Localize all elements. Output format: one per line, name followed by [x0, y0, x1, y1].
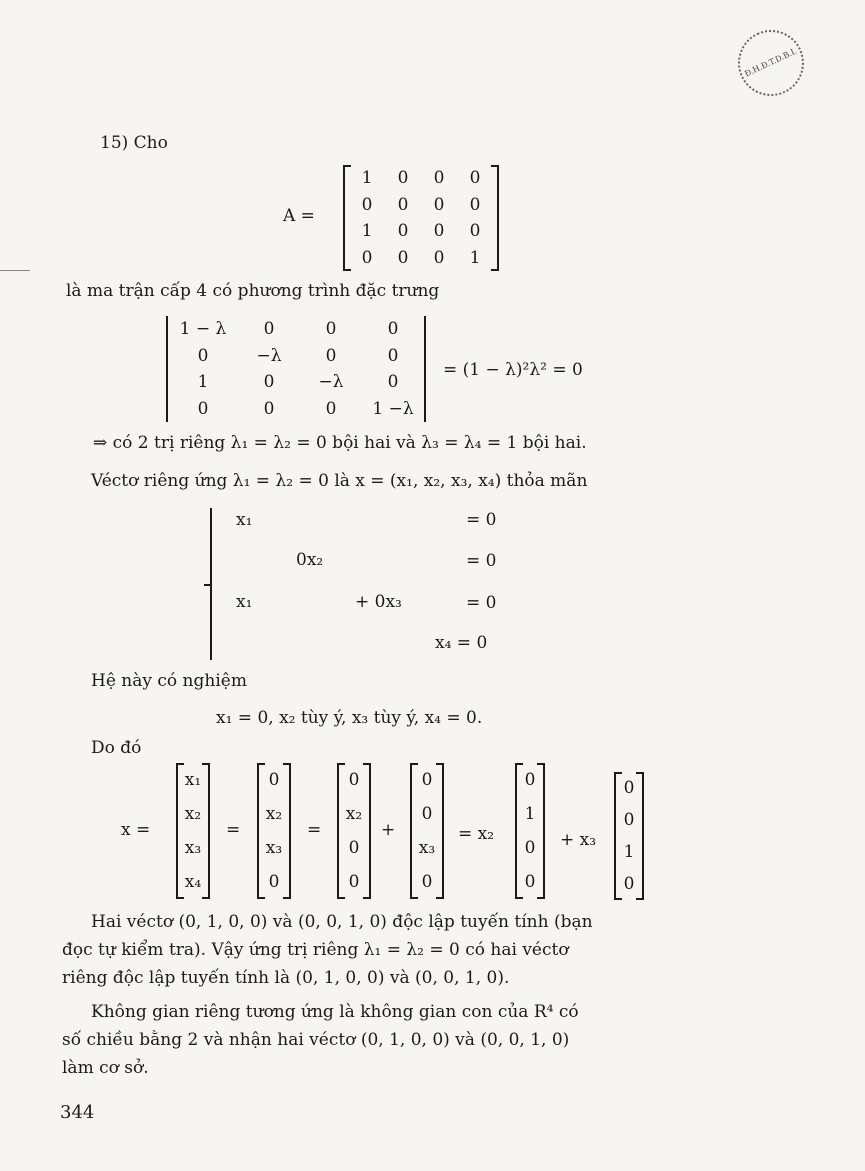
vector-e3-entry-2: 1 [623, 842, 635, 862]
matrix-a [343, 165, 499, 271]
page-number: 344 [60, 1102, 95, 1123]
vec-eq-1: = [226, 820, 241, 840]
vec-coef-x3: + x₃ [560, 830, 597, 850]
vector-v2 [257, 763, 291, 899]
vector-e2-entry-1: 1 [524, 804, 536, 824]
vector-v2-entry-1: x₂ [265, 804, 283, 824]
vector-e2-entry-2: 0 [524, 838, 536, 858]
vec-coef-x2: = x₂ [458, 824, 495, 844]
vector-v2-entry-3: 0 [268, 872, 280, 892]
vector-v3-entry-1: x₂ [345, 804, 363, 824]
vector-e3-entry-0: 0 [623, 778, 635, 798]
matrix-a-cell-3-3: 1 [469, 247, 481, 268]
vec-eq-2: = [307, 820, 322, 840]
vec-plus-1: + [381, 820, 396, 840]
char-det-cell-0-2: 0 [325, 319, 337, 340]
vector-v2-entry-0: 0 [268, 770, 280, 790]
matrix-a-cell-2-0: 1 [361, 221, 373, 242]
char-det-cell-2-1: 0 [263, 372, 275, 393]
vector-e2-entry-3: 0 [524, 872, 536, 892]
vector-v1-entry-3: x₄ [184, 872, 202, 892]
matrix-a-cell-2-3: 0 [469, 221, 481, 242]
sys-r2-eq: = 0 [466, 551, 497, 571]
para1-line1: Hai véctơ (0, 1, 0, 0) và (0, 0, 1, 0) độc lập tuyến tính (bạn [91, 912, 593, 932]
vector-v1-entry-2: x₃ [184, 838, 202, 858]
vector-v4-entry-0: 0 [421, 770, 433, 790]
sys-r3a: x₁ [236, 592, 253, 612]
char-det-cell-1-1: −λ [256, 345, 282, 366]
char-det-cell-2-3: 0 [387, 372, 399, 393]
sys-r1: x₁ [236, 510, 253, 530]
vector-v4-entry-1: 0 [421, 804, 433, 824]
edge-mark [0, 270, 30, 271]
matrix-a-cell-1-1: 0 [397, 194, 409, 215]
line-char-eq: là ma trận cấp 4 có phương trình đặc trưng [66, 281, 440, 301]
vector-v3-entry-0: 0 [348, 770, 360, 790]
vector-e3-entry-3: 0 [623, 874, 635, 894]
char-det-cell-3-0: 0 [197, 398, 209, 419]
solution: x₁ = 0, x₂ tùy ý, x₃ tùy ý, x₄ = 0. [216, 708, 483, 728]
line-eigenvalues: ⇒ có 2 trị riêng λ₁ = λ₂ = 0 bội hai và λ₃ = λ₄ = 1 bội hai. [93, 433, 587, 453]
vector-e3 [614, 772, 644, 900]
problem-label: 15) Cho [100, 133, 168, 153]
para1-line3: riêng độc lập tuyến tính là (0, 1, 0, 0) và (0, 0, 1, 0). [62, 968, 510, 988]
vector-e2 [515, 763, 545, 899]
system-brace [210, 508, 212, 660]
para1-line2: đọc tự kiểm tra). Vậy ứng trị riêng λ₁ = λ₂ = 0 có hai véctơ [62, 940, 569, 960]
vector-e2-entry-0: 0 [524, 770, 536, 790]
matrix-a-cell-1-2: 0 [433, 194, 445, 215]
matrix-a-cell-3-0: 0 [361, 247, 373, 268]
matrix-a-cell-2-2: 0 [433, 221, 445, 242]
sys-r3-eq: = 0 [466, 593, 497, 613]
char-det-cell-3-2: 0 [325, 398, 337, 419]
matrix-a-cell-0-3: 0 [469, 168, 481, 189]
matrix-a-cell-2-1: 0 [397, 221, 409, 242]
vector-e3-entry-1: 0 [623, 810, 635, 830]
vector-v4-entry-2: x₃ [418, 838, 436, 858]
vector-v3-entry-3: 0 [348, 872, 360, 892]
vector-v1-entry-0: x₁ [184, 770, 202, 790]
matrix-a-cell-3-2: 0 [433, 247, 445, 268]
sys-r3b: + 0x₃ [355, 592, 402, 612]
matrix-a-label: A = [283, 206, 315, 226]
line-eigenvector: Véctơ riêng ứng λ₁ = λ₂ = 0 là x = (x₁, x₂, x₃, x₄) thỏa mãn [91, 471, 588, 491]
para2-line3: làm cơ sở. [62, 1058, 149, 1078]
vector-v3-entry-2: 0 [348, 838, 360, 858]
vector-v2-entry-2: x₃ [265, 838, 283, 858]
char-det-cell-3-3: 1 −λ [372, 398, 414, 419]
char-eq-rhs: = (1 − λ)²λ² = 0 [443, 360, 583, 380]
char-det-cell-1-3: 0 [387, 345, 399, 366]
matrix-a-cell-3-1: 0 [397, 247, 409, 268]
matrix-a-cell-1-3: 0 [469, 194, 481, 215]
vector-x [176, 763, 210, 899]
matrix-a-cell-0-0: 1 [361, 168, 373, 189]
char-det-cell-0-0: 1 − λ [179, 319, 227, 340]
vec-x-eq: x = [121, 820, 151, 840]
char-det-cell-0-1: 0 [263, 319, 275, 340]
char-det-cell-1-2: 0 [325, 345, 337, 366]
char-det-cell-3-1: 0 [263, 398, 275, 419]
sys-r1-eq: = 0 [466, 510, 497, 530]
library-stamp: Đ.H.Đ.T.D.B.I. [727, 19, 815, 107]
vector-v4 [410, 763, 444, 899]
char-det-cell-2-0: 1 [197, 372, 209, 393]
line-has-solution: Hệ này có nghiệm [91, 671, 247, 691]
char-det-cell-1-0: 0 [197, 345, 209, 366]
matrix-a-cell-1-0: 0 [361, 194, 373, 215]
matrix-a-cell-0-1: 0 [397, 168, 409, 189]
char-det-cell-0-3: 0 [387, 319, 399, 340]
para2-line1: Không gian riêng tương ứng là không gian con của R⁴ có [91, 1002, 579, 1022]
para2-line2: số chiều bằng 2 và nhận hai véctơ (0, 1, 0, 0) và (0, 0, 1, 0) [62, 1030, 570, 1050]
vector-v1-entry-1: x₂ [184, 804, 202, 824]
line-therefore: Do đó [91, 738, 142, 758]
char-det-cell-2-2: −λ [318, 372, 344, 393]
char-determinant [166, 316, 426, 422]
matrix-a-cell-0-2: 0 [433, 168, 445, 189]
vector-v4-entry-3: 0 [421, 872, 433, 892]
sys-r4: x₄ = 0 [435, 633, 488, 653]
sys-r2: 0x₂ [296, 550, 324, 570]
vector-v3 [337, 763, 371, 899]
